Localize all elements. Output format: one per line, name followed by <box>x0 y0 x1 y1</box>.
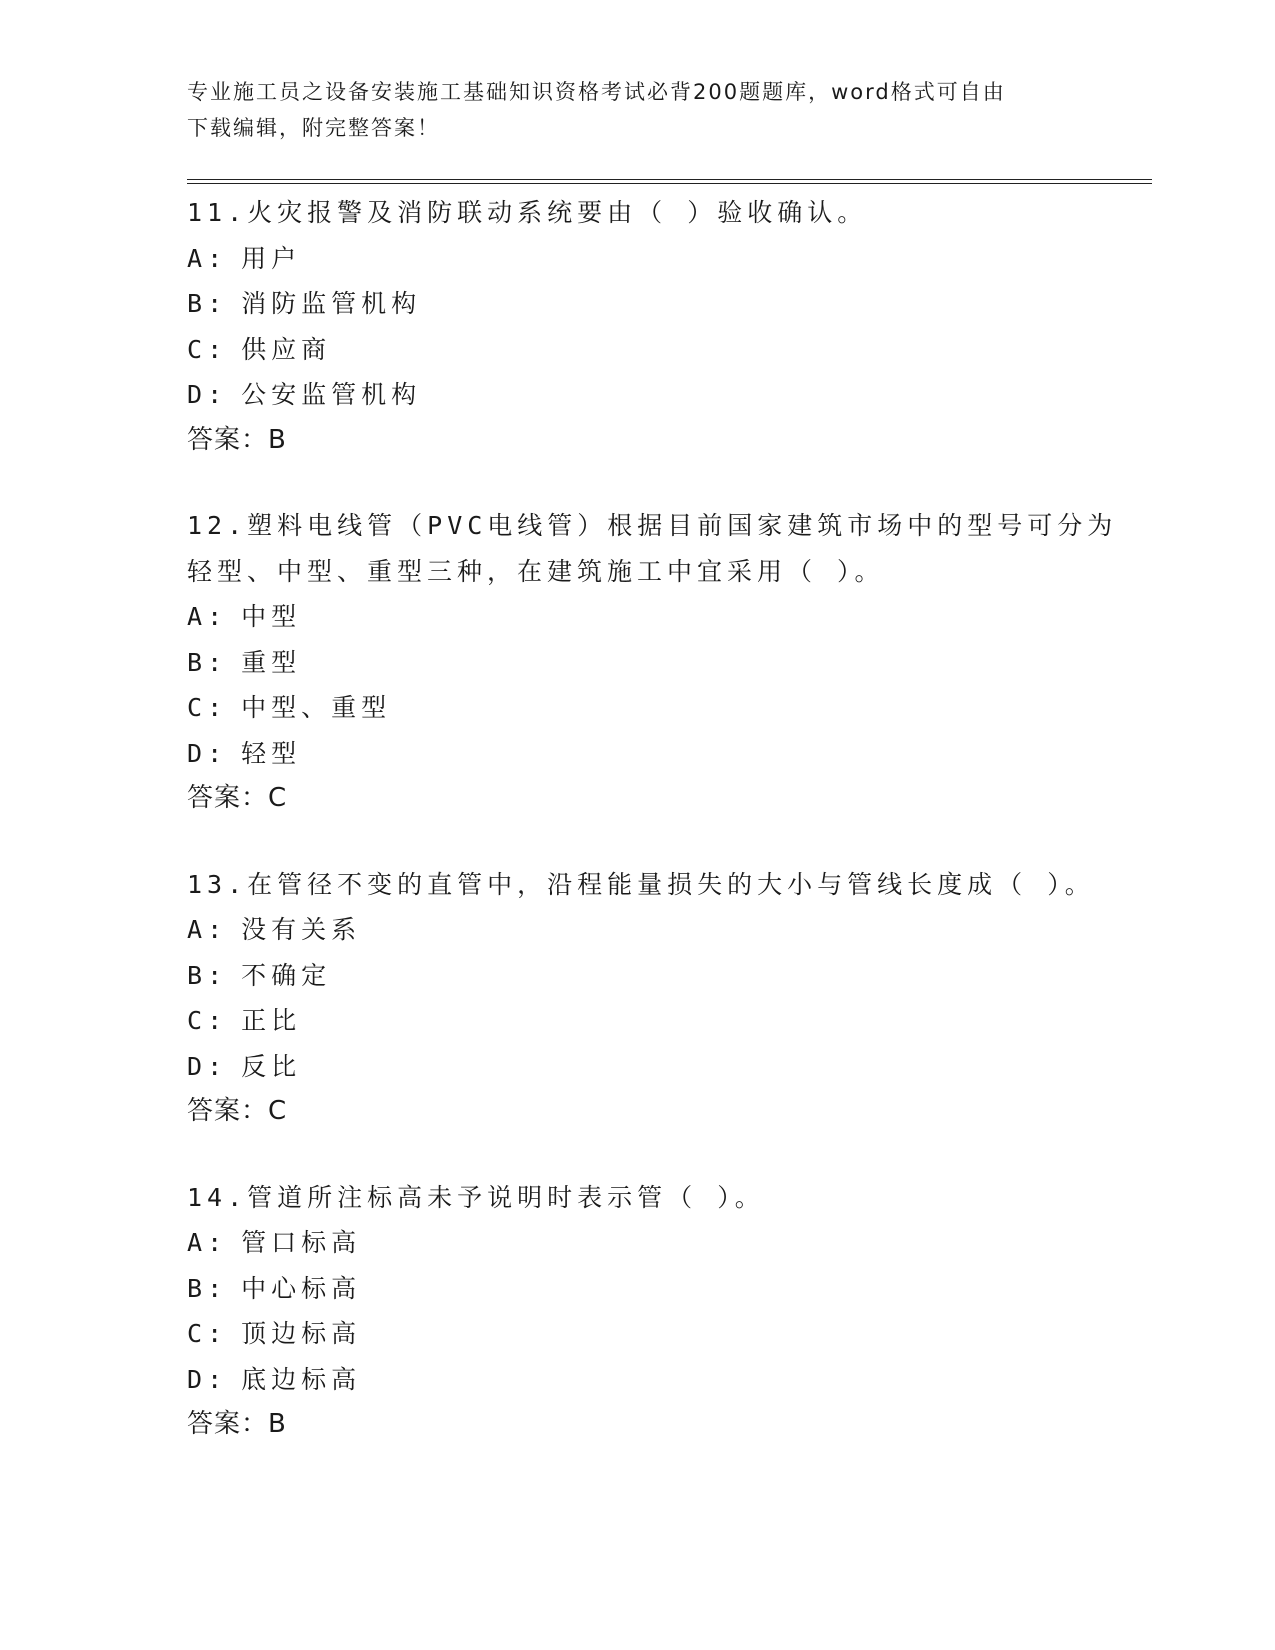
option-key: B : <box>187 289 241 318</box>
option-b <box>187 281 1167 327</box>
question-stem: 11.火灾报警及消防联动系统要由（ ）验收确认。 <box>187 198 868 227</box>
option-text: 中型 <box>241 602 302 631</box>
option-key: A : <box>187 915 241 944</box>
option-c <box>187 998 1167 1044</box>
option-d <box>187 1044 1167 1090</box>
option-key: C : <box>187 1006 241 1035</box>
option-a <box>187 236 1167 282</box>
option-b <box>187 1266 1167 1312</box>
option-b <box>187 953 1167 999</box>
question-12 <box>187 503 1167 822</box>
option-text: 供应商 <box>241 334 332 364</box>
option-text: 中心标高 <box>241 1273 362 1303</box>
option-key: D : <box>187 1052 241 1081</box>
option-text: 轻型 <box>241 738 302 768</box>
question-stem: 13.在管径不变的直管中，沿程能量损失的大小与管线长度成（ ）。 <box>187 869 1095 899</box>
option-key: C : <box>187 1319 241 1348</box>
answer: 答案：B <box>187 424 287 455</box>
option-d <box>187 1357 1167 1403</box>
option-key: A : <box>187 602 241 631</box>
option-b <box>187 640 1167 686</box>
header-divider <box>187 179 1152 184</box>
option-key: B : <box>187 648 241 677</box>
option-c <box>187 327 1167 373</box>
option-text: 底边标高 <box>241 1364 362 1394</box>
header-line: 专业施工员之设备安装施工基础知识资格考试必背200题题库，word格式可自由 <box>187 80 1006 104</box>
question-list <box>187 190 1167 1488</box>
option-text: 公安监管机构 <box>241 380 422 409</box>
option-key: B : <box>187 1274 241 1303</box>
option-text: 不确定 <box>241 960 332 990</box>
option-a <box>187 594 1167 640</box>
option-text: 用户 <box>241 243 302 273</box>
option-key: B : <box>187 961 241 990</box>
question-14 <box>187 1175 1167 1448</box>
header-line: 下载编辑，附完整答案！ <box>187 116 440 140</box>
answer: 答案：C <box>187 1096 288 1126</box>
option-text: 反比 <box>241 1051 302 1081</box>
question-stem: 14.管道所注标高未予说明时表示管（ ）。 <box>187 1182 765 1212</box>
option-text: 正比 <box>241 1006 302 1035</box>
option-c <box>187 1311 1167 1357</box>
option-key: A : <box>187 244 241 273</box>
option-text: 没有关系 <box>241 915 362 944</box>
option-key: A : <box>187 1228 241 1257</box>
option-c <box>187 685 1167 731</box>
question-stem-continued: 轻型、中型、重型三种，在建筑施工中宜采用（ ）。 <box>187 556 885 586</box>
question-13 <box>187 862 1167 1135</box>
option-text: 消防监管机构 <box>241 289 422 318</box>
option-text: 顶边标高 <box>241 1319 362 1348</box>
option-key: D : <box>187 1365 241 1394</box>
answer: 答案：C <box>187 783 288 813</box>
option-key: D : <box>187 739 241 768</box>
option-d <box>187 731 1167 777</box>
answer: 答案：B <box>187 1409 287 1439</box>
document-header <box>187 74 1087 146</box>
option-text: 中型、重型 <box>241 693 392 722</box>
option-key: D : <box>187 380 241 409</box>
option-key: C : <box>187 335 241 364</box>
option-text: 管口标高 <box>241 1228 362 1257</box>
question-stem: 12.塑料电线管（PVC电线管）根据目前国家建筑市场中的型号可分为 <box>187 511 1118 540</box>
option-text: 重型 <box>241 647 302 677</box>
option-a <box>187 907 1167 953</box>
option-key: C : <box>187 693 241 722</box>
question-11 <box>187 190 1167 463</box>
option-a <box>187 1220 1167 1266</box>
option-d <box>187 372 1167 418</box>
